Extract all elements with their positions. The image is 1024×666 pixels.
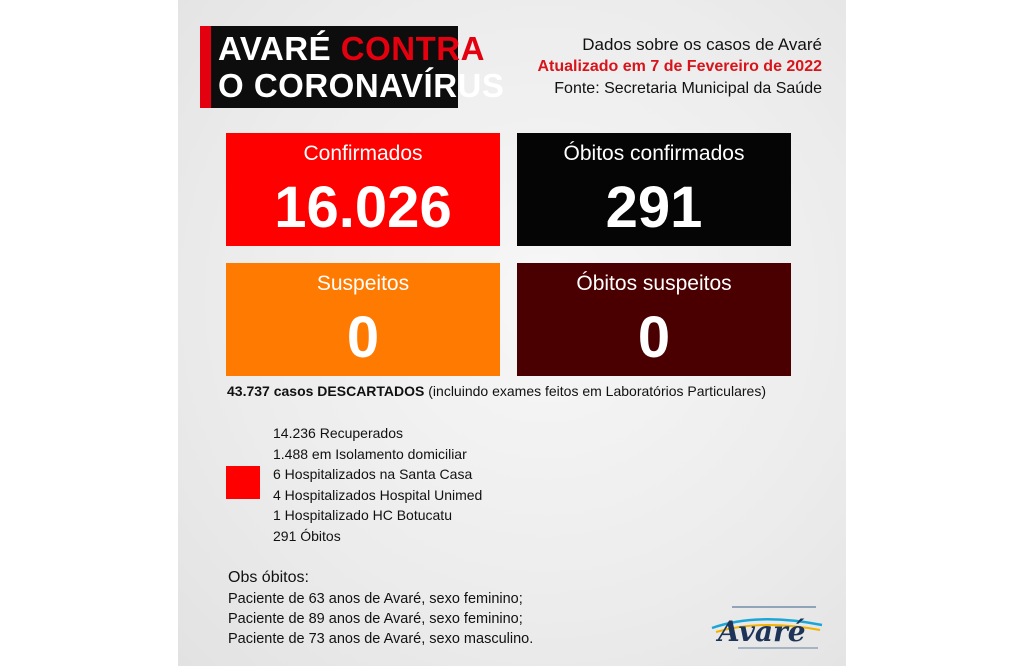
stat-suspect-deaths-value: 0 xyxy=(637,305,671,370)
list-item: 291 Óbitos xyxy=(273,527,341,544)
stat-confirmed xyxy=(226,133,500,246)
stat-deaths-value: 291 xyxy=(605,175,703,240)
discarded-note: (incluindo exames feitos em Laboratórios Particulares) xyxy=(428,383,766,399)
legend-square-icon xyxy=(226,466,260,499)
stat-suspect-deaths-label: Óbitos suspeitos xyxy=(576,272,732,295)
info-block xyxy=(492,34,822,100)
stat-confirmed-value: 16.026 xyxy=(274,175,452,240)
discarded-cases xyxy=(227,383,766,399)
obs-item: Paciente de 73 anos de Avaré, sexo masculino. xyxy=(228,631,534,647)
list-item: 1.488 em Isolamento domiciliar xyxy=(273,445,467,462)
list-item: 6 Hospitalizados na Santa Casa xyxy=(273,466,473,482)
title-banner xyxy=(200,26,505,108)
title-contra: CONTRA xyxy=(340,30,485,67)
title-accent-stripe xyxy=(200,26,211,108)
status-list xyxy=(273,423,482,546)
title-line-1 xyxy=(218,30,485,68)
stat-suspects-label: Suspeitos xyxy=(316,272,410,295)
title-city: AVARÉ xyxy=(218,30,332,67)
stat-suspects-value: 0 xyxy=(346,305,380,370)
avare-logo-icon xyxy=(706,598,826,652)
title-line-2: O CORONAVÍRUS xyxy=(218,67,505,104)
discarded-count: 43.737 casos DESCARTADOS xyxy=(227,383,425,399)
stat-deaths xyxy=(517,133,791,246)
obs-title: Obs óbitos: xyxy=(228,569,309,586)
info-source: Fonte: Secretaria Municipal da Saúde xyxy=(554,80,822,97)
obs-deaths xyxy=(228,567,533,649)
obs-item: Paciente de 63 anos de Avaré, sexo feminino; xyxy=(228,591,523,607)
stat-confirmed-label: Confirmados xyxy=(303,142,423,165)
list-item: 4 Hospitalizados Hospital Unimed xyxy=(273,486,483,503)
obs-item: Paciente de 89 anos de Avaré, sexo feminino; xyxy=(228,611,523,627)
info-updated-date: Atualizado em 7 de Fevereiro de 2022 xyxy=(537,58,822,75)
stat-suspects xyxy=(226,263,500,376)
stat-deaths-label: Óbitos confirmados xyxy=(563,142,745,165)
logo-text: Avaré xyxy=(718,615,806,648)
list-item: 14.236 Recuperados xyxy=(273,425,403,441)
list-item: 1 Hospitalizado HC Botucatu xyxy=(273,507,452,523)
stat-suspect-deaths xyxy=(517,263,791,376)
info-title: Dados sobre os casos de Avaré xyxy=(582,35,822,54)
